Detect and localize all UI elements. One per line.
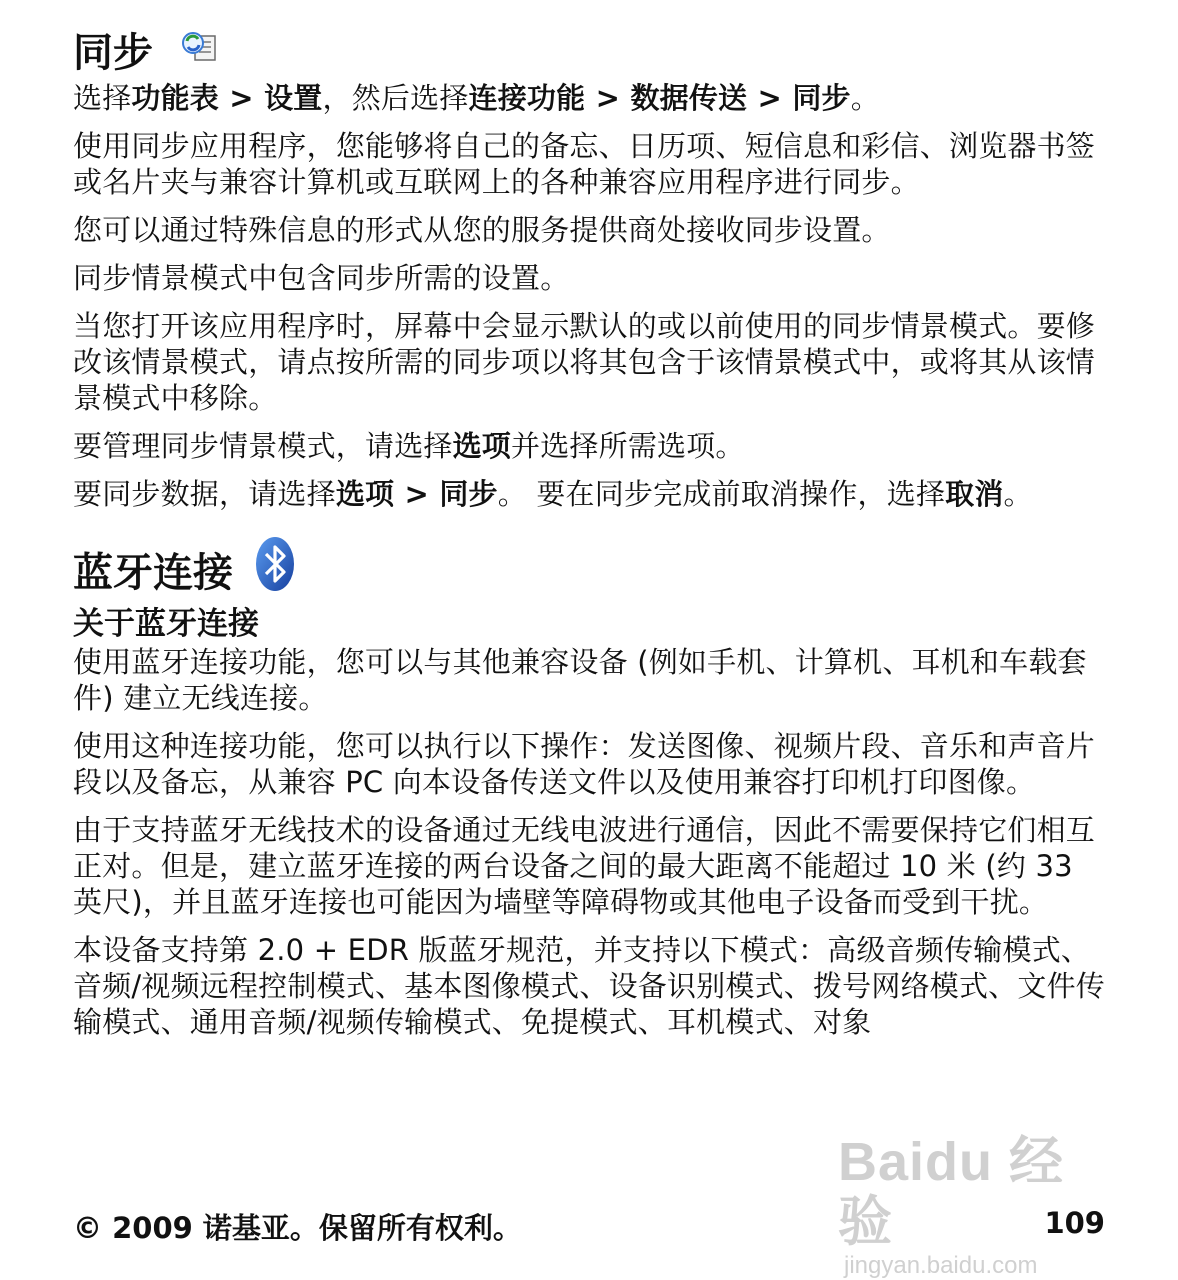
bluetooth-paragraph-1: 使用蓝牙连接功能，您可以与其他兼容设备 (例如手机、计算机、耳机和车载套件) 建立无线连接。 bbox=[73, 645, 1087, 715]
watermark-url: jingyan.baidu.com bbox=[844, 1252, 1038, 1279]
bluetooth-subtitle: 关于蓝牙连接 bbox=[73, 606, 259, 642]
bluetooth-paragraph-4: 本设备支持第 2.0 + EDR 版蓝牙规范，并支持以下模式：高级音频传输模式、音频/视频远程控制模式、基本图像模式、设备识别模式、拨号网络模式、文件传输模式、通用音频/视频传输模式、免提模式、耳机模式、对象 bbox=[73, 933, 1105, 1039]
page-footer bbox=[73, 1206, 1105, 1247]
bluetooth-heading bbox=[73, 542, 1109, 604]
menu-item-settings: 设置 bbox=[264, 81, 323, 115]
sync-paragraph-5: 要管理同步情景模式，请选择选项并选择所需选项。 bbox=[73, 429, 745, 463]
sync-heading bbox=[73, 26, 1109, 80]
sync-paragraph-1: 使用同步应用程序，您能够将自己的备忘、日历项、短信息和彩信、浏览器书签或名片夹与兼容计算机或互联网上的各种兼容应用程序进行同步。 bbox=[73, 129, 1096, 199]
sync-icon bbox=[179, 26, 219, 80]
watermark-logo: Baidu 经验 bbox=[838, 1132, 1065, 1252]
sync-title: 同步 bbox=[73, 30, 153, 76]
sync-paragraph-6: 要同步数据，请选择选项 > 同步。 要在同步完成前取消操作，选择取消。 bbox=[73, 477, 1033, 511]
sync-paragraph-4: 当您打开该应用程序时，屏幕中会显示默认的或以前使用的同步情景模式。要修改该情景模式，请点按所需的同步项以将其包含于该情景模式中，或将其从该情景模式中移除。 bbox=[73, 309, 1096, 415]
sync-menu-path: 选择功能表 > 设置，然后选择连接功能 > 数据传送 > 同步。 bbox=[73, 81, 880, 115]
bluetooth-paragraph-2: 使用这种连接功能，您可以执行以下操作：发送图像、视频片段、音乐和声音片段以及备忘，从兼容 PC 向本设备传送文件以及使用兼容打印机打印图像。 bbox=[73, 729, 1096, 799]
bluetooth-paragraph-3: 由于支持蓝牙无线技术的设备通过无线电波进行通信，因此不需要保持它们相互正对。但是，建立蓝牙连接的两台设备之间的最大距离不能超过 10 米 (约 33 英尺)，并且蓝牙连接也可能因为墙壁等障碍物或其他电子设备而受到干扰。 bbox=[73, 813, 1096, 919]
cancel-term: 取消 bbox=[945, 477, 1004, 511]
menu-item-functions: 功能表 bbox=[131, 81, 220, 115]
sync-paragraph-2: 您可以通过特殊信息的形式从您的服务提供商处接收同步设置。 bbox=[73, 213, 891, 247]
menu-item-sync: 同步 bbox=[792, 81, 851, 115]
manual-page bbox=[73, 26, 1109, 1052]
options-term: 选项 bbox=[452, 429, 512, 463]
menu-item-data-transfer: 数据传送 bbox=[630, 81, 748, 115]
copyright-text: © 2009 诺基亚。保留所有权利。 bbox=[73, 1211, 522, 1245]
page-number: 109 bbox=[1044, 1206, 1105, 1240]
bluetooth-title: 蓝牙连接 bbox=[73, 550, 233, 596]
sync-paragraph-3: 同步情景模式中包含同步所需的设置。 bbox=[73, 261, 570, 295]
menu-item-connectivity: 连接功能 bbox=[468, 81, 586, 115]
bluetooth-icon bbox=[255, 536, 295, 610]
